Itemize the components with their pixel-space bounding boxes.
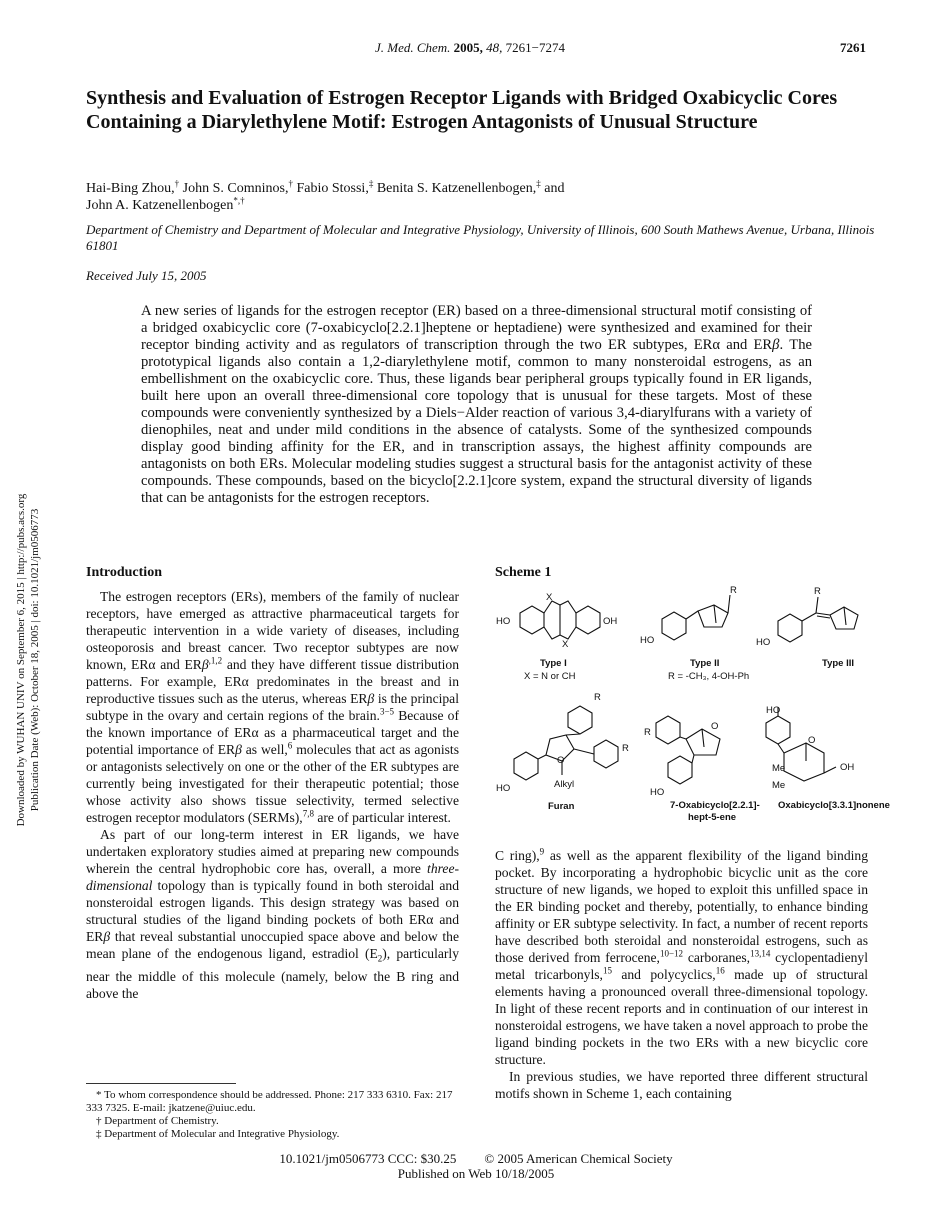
- greek-beta: β: [201, 657, 209, 672]
- publication-info-line: Publication Date (Web): October 18, 2005 | doi: 10.1021/jm0506773: [29, 508, 41, 812]
- greek-beta: β: [235, 742, 242, 757]
- article-title: Synthesis and Evaluation of Estrogen Receptor Ligands with Bridged Oxabicyclic Cores Containing a Diarylethylene Motif: Estrogen Antagonists of Unusual Structure: [86, 87, 838, 133]
- right-paragraph-1: [495, 847, 868, 1068]
- page-number: 7261: [840, 40, 866, 55]
- greek-beta: β: [772, 337, 780, 353]
- reference-superscript: 16: [715, 965, 725, 976]
- journal-name: J. Med. Chem.: [374, 40, 451, 55]
- label-alkyl: Alkyl: [554, 779, 575, 790]
- journal-year: 2005,: [453, 40, 483, 55]
- label-ho: HO: [496, 616, 511, 627]
- text-run: as well as the apparent flexibility of the ligand binding pocket. By incorporating a hydrophobic bicyclic unit as the core structure of new ligands, we hoped to exploit this unfilled space in the ER binding pocket and thereby, potentially, to enhance binding affinity or ER subtype selectivity. In fact, a number of recent reports have described both steroidal and nonsteroidal estrogens, such as those derived from ferrocene,: [495, 848, 868, 965]
- label-type-1-sub: X = N or CH: [524, 671, 576, 682]
- label-oh: OH: [603, 616, 618, 627]
- label-o: O: [557, 755, 565, 766]
- label-x: X: [546, 592, 553, 603]
- text-run: ), particularly near the middle of this molecule (namely, below the B ring and above the: [86, 946, 460, 1001]
- scheme-title: Scheme 1: [495, 565, 552, 580]
- footnote-divider: [86, 1083, 236, 1084]
- author-conjunction: and: [540, 181, 565, 196]
- chemical-structures-figure: [490, 583, 890, 823]
- journal-volume: 48,: [486, 40, 503, 55]
- reference-superscript: 7,8: [302, 808, 314, 819]
- journal-pages: 7261−7274: [505, 40, 566, 55]
- page-footer: [200, 1151, 752, 1181]
- author-name: Benita S. Katzenellenbogen,: [373, 181, 537, 196]
- label-ho: HO: [640, 635, 655, 646]
- received-date: Received July 15, 2005: [86, 268, 207, 283]
- text-run: molecules that act as agonists or antagonists selectively on one or the other of the ER subtypes are currently being investigated for their therapeutic potential; those whose activity also shows tissue selectivity, termed selective estrogen receptor modulators (SERMs),: [86, 742, 459, 825]
- structure-furan: [496, 692, 629, 812]
- abstract-text: A new series of ligands for the estrogen receptor (ER) based on a three-dimensional structural motif consisting of a bridged oxabicyclic core (7-oxabicyclo[2.2.1]heptene or heptadiene) were synthesized and examined for their receptor binding activity and as regulators of transcription through the two ER subtypes, ERα and ER: [141, 303, 812, 353]
- reference-superscript: 15: [602, 965, 612, 976]
- structure-type-1: [496, 592, 617, 682]
- text-run: are of particular interest.: [313, 810, 451, 825]
- author-mark: ‡: [536, 178, 541, 189]
- label-oxa331: Oxabicyclo[3.3.1]nonene: [778, 800, 890, 811]
- emphasis: three-dimensional: [86, 861, 459, 893]
- published-date: Published on Web 10/18/2005: [397, 1166, 555, 1181]
- text-run: made up of structural elements having a pronounced overall three-dimensional topology. In light of these recent reports and in continuation of our interest in nonsteroidal estrogens, we have taken a novel approach to probe the ligand binding pockets in the two ERs with a new bicyclic core structure.: [495, 967, 868, 1067]
- label-type-1: Type I: [540, 658, 567, 669]
- text-run: as well,: [241, 742, 288, 757]
- greek-beta: β: [367, 691, 375, 706]
- download-info-line: Downloaded by WUHAN UNIV on September 6, 2015 | http://pubs.acs.org: [15, 493, 27, 827]
- abstract-text: . The prototypical ligands also contain a 1,2-diarylethylene motif, common to many nonsteroidal estrogens, as an embellishment on the oxabicyclic core. Thus, these ligands bear peripheral groups typically found in ER ligands, built here upon an overall three-dimensional core topology that is unusual for these targets. Most of these compounds were conveniently synthesized by a Diels−Alder reaction of various 3,4-diarylfurans with a variety of dienophiles, neat and under mild conditions in the absence of catalysts. Some of the synthesized compounds display good binding affinity for the ER, and in transcription assays, the highest affinity compounds are antagonists on both ERs. Molecular modeling studies suggest a structural basis for the antagonist activity of these compounds. These compounds, based on the bicyclo[2.2.1]core system, expand the structural diversity of ligands that can be antagonists for the estrogen receptors.: [141, 337, 812, 506]
- author-name: John A. Katzenellenbogen: [86, 198, 234, 213]
- label-oxa221-line2: hept-5-ene: [688, 812, 737, 823]
- scheme-1-structures: [490, 583, 890, 823]
- label-me: Me: [772, 780, 786, 791]
- label-r: R: [622, 743, 629, 754]
- label-ho: HO: [496, 783, 511, 794]
- footnote-dagger: † Department of Chemistry.: [96, 1115, 219, 1127]
- reference-superscript: 9: [539, 846, 545, 857]
- label-r: R: [814, 586, 821, 597]
- footnote-correspondence: * To whom correspondence should be addressed. Phone: 217 333 6310. Fax: 217 333 7325. E-mail: jkatzene@uiuc.edu.: [86, 1089, 453, 1114]
- text-run: carboranes,: [683, 950, 751, 965]
- reference-superscript: 10−12: [659, 948, 684, 959]
- label-ho: HO: [766, 705, 781, 716]
- author-mark: †: [288, 178, 293, 189]
- intro-paragraph-2: [86, 826, 459, 1002]
- reference-superscript: 3−5: [379, 706, 395, 717]
- label-type-2-sub: R = -CH₃, 4-OH-Ph: [668, 671, 750, 682]
- subscript: 2: [377, 953, 383, 964]
- label-furan: Furan: [548, 801, 575, 812]
- intro-paragraph-1: [86, 588, 459, 826]
- right-column-text: [495, 847, 868, 1102]
- reference-superscript: 6: [287, 740, 293, 751]
- author-mark: ‡: [368, 178, 374, 189]
- label-o: O: [711, 721, 719, 732]
- structure-type-2: [640, 585, 749, 682]
- author-name: Fabio Stossi,: [292, 181, 369, 196]
- label-r: R: [594, 692, 601, 703]
- author-mark: †: [174, 178, 180, 189]
- author-name: Hai-Bing Zhou,: [86, 181, 175, 196]
- label-me: Me: [772, 763, 786, 774]
- text-run: is the principal subtype in the ovary and certain regions of the brain.: [86, 691, 459, 723]
- copyright: © 2005 American Chemical Society: [484, 1151, 673, 1166]
- text-run: and polycyclics,: [611, 967, 716, 982]
- text-run: The estrogen receptors (ERs), members of the family of nuclear receptors, have emerged as attractive pharmaceutical targets for therapeutic intervention in a wide variety of diseases, including osteoporosis and breast cancer. Two receptor subtypes are now known, ERα and ER: [86, 589, 459, 672]
- structure-oxabicyclo-331: [766, 705, 890, 811]
- label-x: X: [562, 639, 569, 650]
- text-run: C ring),: [495, 848, 540, 863]
- label-r: R: [730, 585, 737, 596]
- label-r: R: [644, 727, 651, 738]
- right-paragraph-2: In previous studies, we have reported three different structural motifs shown in Scheme 1, each containing: [495, 1069, 868, 1101]
- author-list: [86, 180, 876, 214]
- text-run: that reveal substantial unoccupied space above and below the mean plane of the endogenous ligand, estradiol (E: [86, 929, 459, 961]
- left-column-text: [86, 588, 459, 1002]
- footnote-double-dagger: ‡ Department of Molecular and Integrative Physiology.: [96, 1128, 340, 1140]
- text-run: Because of the known importance of ERα as a pharmaceutical target and the potential importance of ER: [86, 708, 459, 757]
- label-oxa221-line1: 7-Oxabicyclo[2.2.1]-: [670, 800, 760, 811]
- download-watermark: [14, 380, 44, 940]
- label-type-3: Type III: [822, 658, 855, 669]
- text-run: cyclopentadienyl metal tricarbonyls,: [495, 950, 868, 982]
- label-ho: HO: [756, 637, 771, 648]
- affiliation: Department of Chemistry and Department of Molecular and Integrative Physiology, University of Illinois, 600 South Mathews Avenue, Urbana, Illinois 61801: [86, 222, 875, 253]
- footnotes: [86, 1089, 459, 1141]
- author-mark: *,†: [233, 195, 245, 206]
- section-heading-introduction: Introduction: [86, 565, 162, 580]
- journal-citation: [300, 40, 640, 56]
- reference-superscript: 13,14: [750, 948, 771, 959]
- label-o: O: [808, 735, 816, 746]
- structure-oxabicyclo-221: [644, 716, 760, 823]
- author-name: John S. Comninos,: [179, 181, 289, 196]
- label-oh: OH: [840, 762, 855, 773]
- label-type-2: Type II: [690, 658, 720, 669]
- greek-beta: β: [103, 929, 111, 944]
- text-run: As part of our long-term interest in ER ligands, we have undertaken exploratory studies aimed at preparing new compounds wherein the central hydrophobic core has, overall, a more: [86, 827, 459, 876]
- abstract: [141, 303, 812, 507]
- label-ho: HO: [650, 787, 665, 798]
- text-run: topology than is typically found in both steroidal and nonsteroidal estrogen ligands. This design strategy was based on structural studies of the ligand binding pockets of both ERα and ER: [86, 878, 459, 944]
- reference-superscript: ,1,2: [208, 655, 223, 666]
- structure-type-3: [756, 586, 858, 669]
- doi-price: 10.1021/jm0506773 CCC: $30.25: [279, 1151, 457, 1166]
- text-run: and they have different tissue distribution patterns. For example, ERα predominates in the breast and in reproductive tissues such as the uterus, whereas ER: [86, 657, 459, 706]
